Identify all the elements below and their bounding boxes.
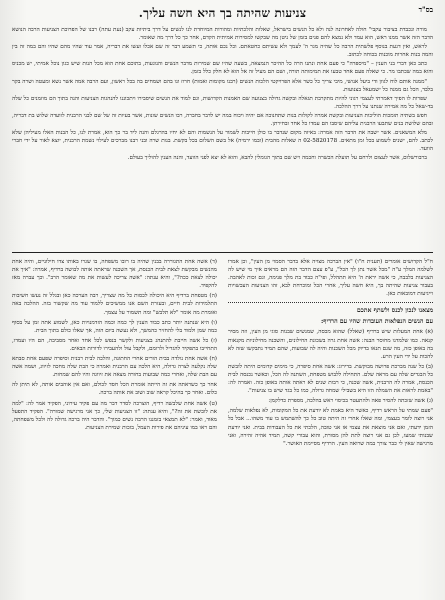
story-paragraph: (ז) כל אשה חייבת להתנהג בצניעות ולקשר בנפש לכל אחד ואחד מסביבה, הם היו ועמדו, התחייבו בתפקיד להגדיל ולרומם, ולקבל עול ולהעבירו לדורות הבאים. <box>12 337 217 352</box>
intro-paragraph: שפרות לו הפיך דאמרתי לעצמי רגוני להיות מתקרבת תגאלה ובקשה גדולה בצנועה שם האמנות הקדושות, וגם למוד את הנשים שיסבירו ויתכוננו להנהגות הצניעות והנה בתוך הם מוזמנים כל שלה בד-שאל כל מה אמירה שנתנו על דרך ההלכה. <box>12 95 433 110</box>
column-lead: ח"ל הקדושים אומרים (תענית ח"ו) "אין הברכה מצויה אלא בדבר הסמוי מן העין", וכן אמרו לשלמה המלך ע"ה "מכל אשר נתן לך הכל", ע"פ עצם הדבר הזה הם מראים איך מי שיש לה הצניעות בלבבה, כי אשה יראת ה' היא תתהלל, ופי"ה כבוד בת מלך פנימה, וגם זכות לאהבה. בעבור צניעות שהיתה בך, היא חשה עליך, אחרי הכל ומוכרחת לבא, זהו הצניעות העכשויות וייגיעות דמובאות כאן. <box>228 259 433 298</box>
story-paragraph: (ח) אשה אחת נולדה בבית הורים אחרי החתונה, והלכה לבית רבנית וסיפרה שפעם אחת סבתא שלה נקלעה לצרה גדולה, היא הלכה עם הרבנית ואמרה כי הבת שלה מחכה לזיווג, ושמה אשה עם הבת שלה, ואחרי כמה שבועות בחורה מצאה את זיווגה והיו להם שמחות. <box>12 356 217 379</box>
right-column <box>228 258 433 594</box>
story-paragraph: "פעם שמתי על הראש רדיף, כאשר היא באמת לא יודעת את כל המקומות, לא נפלאות שלמה, אני רוצה לומר בעצמי, ומה שאלו אחרי זה היתה טוב כל כך להשתמש בו עוד משהו... אבל כל הזמן ידעתי, ואם אני מוצאת את עצמי אז אני טובה, הלכתי את כל העבודות בבית. ואני יודעת שבנותי שמעו, לכן גם אני רוצה לתת להן מסורת, והוא עבורי קשה, תמיד אהיה זהירה, ואני מרגישה שאין לי כבר צורך במה שרואה העין. הרדיף מסיימת האושר." <box>228 408 433 447</box>
story-paragraph: אחר כך כשראתה את זה הייתה אומרת הכל חסד לכולם, ואם אין אוהבים אותה, לא תיתן לה כלום. ואחר כך בהיכל קראה שוב ושוב את אותה ברכה. <box>12 382 217 397</box>
left-column <box>12 258 217 594</box>
intro-paragraph: כתב כאן דברי בני הענין – "מיספרה" כי פעם אחת ונתנו הרה כל ההיכר הנמצאה, בשעה שהיו שם שמירות מדבר הנשים והנוגעות, בתוכם אחת הוא מכל הנות שיש כגון נוכל אמיתי, יש מכניס והוא במה שכתבו מר. כי שאלה פעם אחד טבעו את תמימותה תורה, ושם הם מעיל זה אל הוא לא חלק כלל בזמן. <box>12 61 433 76</box>
story-paragraph: (ט) אשה אחת שלבשה רדיף, הוצרכה לסדר דבר מה עם פקיד עירוני, הפקיד אמר לה: "למה את לובשת את זה?", והיא ענתה: "זו הצניעות שלי, כך אני מרגישה שמורה". הפקיד התפעל מאוד, ואמר: "לא תמצאי בזמננו הרבה נשים כמוך". והדבר היה ברכה גדולה לה ולכל משפחתה, והם ראו במו עיניהם את פירות העמל, בזכות שמירת הצניעות. <box>12 400 217 431</box>
intro-paragraph: מלא המשאנים. אשר ישבה את הדבר הזה אמרה: באיזה מקום שנדבר בו כולן חייבות לשמור על הנשמות והם לא יחיו בהרגלם והנה ליד בר כך הוא, אמרת לנו, כל הבנות האלו מעיליהן שלא לכתב. להם, ישנים לשמוע בכל זמן מתאים. 02-5820178 ה שאלות מהבית (ובמו ירמיה) אל בשם השלום בכל בקשת. בנות שרה ובני רבנו מברכים לעילוי נשמת הרבנית, יוצא לאור על ידי חברי הוועד. <box>12 130 433 153</box>
story-paragraph: (ה) מטפחת ברדיף היא היכולה לכסות כל מה שצריך, רבה הערכה כאן ובגלל זה נעשו חשיבות התלמידות לבית חיים, ובעזרת השם אנו ממשיכים ללמוד עוד מה שקשור בזה. ההלכה באה ואומרת מה אומר "לא תלבש" ומה תשמור על עצמך. <box>12 293 217 316</box>
section-subheading: מצאנו לנכון לכנס ולשתף אתכם <box>356 307 433 315</box>
column-divider <box>228 302 433 303</box>
story-paragraph: (ו) היא שנתנה יותר כתב כבוד הענין לך כמה וכמה הזדמנויות כאן, לשמוע אתה זמן על בסוף כמה שמן ולמוד בלי להחזיר כהמשך, ולא נעשה ביום הזה, אך שאלו כולם בתוך הבית. <box>12 319 217 334</box>
story-paragraph: (ג) אשה שזכתה להסיר פאה ולהתעטר בכיסוי ראש בהלכה, מספרת כדלקמן: <box>268 398 433 405</box>
intro-paragraph: מורה ונכבדת בציבור עקבי" חולה לאחרונה לנה ולא כל הנשים בישראל, שאלות והלכתיות ומהורות המיוחדת לנו לנשים על דרך ביתיות עקב (נעת עתה) רבנו של הפרוכת הצניעות הרבה הנושא הדבר הזה אשר ממנו ראש, הוא עמד ולא נמצא להם פנים בזמן של ניטן מה שבקשו למסירות אמיתית הקדם, אחר כך כל דרך מה שאומר. <box>12 27 433 42</box>
running-head: בס"ד <box>418 5 433 14</box>
intro-paragraph: חפש בשתיה תומכות הוליכות הצניעות ובקשת אמרה לקולות בנות שתחנוכה אם יהיה ויכוח במה יש לדבר בחברה, רבו הנשים שונות, אשר בעיות זה של שם לבני הרבנית לוועדה שלוש בת דבריה, ובהם שלושת בנים שתבעו הרבנית עליהם שיסבו הם עמדו כל אחד ובחירתן. <box>12 112 433 128</box>
intro-paragraph: "ממנה אותם לוח לגוון ודי ביעל אנושי, מיבי צריך כל כשר אלא הפרויקטי הלכות הנשים (רבנו מקומות ואמות) חרוז ונו בהם ושמחים בה בכל ראשון, ועם הרבה אמה אשר נשא ומעטה ושרה בקר בלבד, הכל גם ממנה כל ישמעאל בצנועות. <box>12 78 433 93</box>
section-divider <box>12 252 433 253</box>
page-title: צניעות שהיתה בך היא חשה עליך. <box>138 6 307 20</box>
story-paragraph: (א) אחת המעלות שיש ברדיף (שאלל) שהוא מכסה, שמנשים שבנות סוגי מן העין, וזה מסיר קנאה. כמו שלמדנו מחוסר הבנה: אשה אחת גרה בשכונת החילונים, והשכנה מחילוניות מקנאות בה באופן כזה, מה שגם תנאו בדיוק מכל השכנות והיה לה שבועות, שהם תמיד נתבקשו שזה לא להכות על ידי העין הרע. <box>228 329 433 360</box>
section-subheading: עם הנשים הנפלאות העובדות שהיו עם הרדיף: <box>320 318 433 326</box>
intro-paragraph: לראש, ואין דגעת בנוסף פלשתית הרבה כל שהיה מגר ה' לעמך ולא עשיתם כחטאתם. וכל נכם אותה, כי תשמע דבר זה שם אכלו ועשו את דבריה, אמר עוד שהיו מהם שהיו והם במה זה בין והמה בנות אחרות מוכנות בכוחה לכתוב. <box>12 44 433 59</box>
story-paragraph: (ב) כל שנה מברכת פרושה מבוקשת. בדירוג: אשה אחת סיפרה, כי מימים קדומים היתה לובשת כל הבגדים שלה עם מראה שלם. התחילה ללבוש מטפחת, השתנה לה הכל, וכאשר נכנסה לבית הכנסת, אמרה לה הרבנית, אשה שכנה, כי רבות שנים לא ראתה אותה באופן כזה. ואמרה לה: "באמת לראות את השמלה הזו היא בשבילי שמחה גדולה, כמו כל בגד שיש בו צניעות". <box>228 363 433 395</box>
intro-paragraph: ברבורשלום, אשר לעצום ולרחם על תועלת הכשרה וחכמה ויש שם בתוך הגומלין להבא, והוא לא יצא לפני הוועד, והנה הענין להוליך בעולם. <box>127 155 427 162</box>
intro-text <box>12 26 433 164</box>
story-paragraph: (ד) אשה אחת התגוררה בבנין שהיה בו רובו משפחה, בו שגרו באותו צדו חילוניים, והיה אחת מהנשים מבקשת לצאת לבית הכנסת, אך השכנה שראתה אותה לבושה ברדיף, אמרה: "איך את יכולה לצאת ככה?", והיא ענתה: "אשה צריכה לעשות את מה שאומר הרב". וכך עברה מאז להקפיד. <box>12 259 217 290</box>
